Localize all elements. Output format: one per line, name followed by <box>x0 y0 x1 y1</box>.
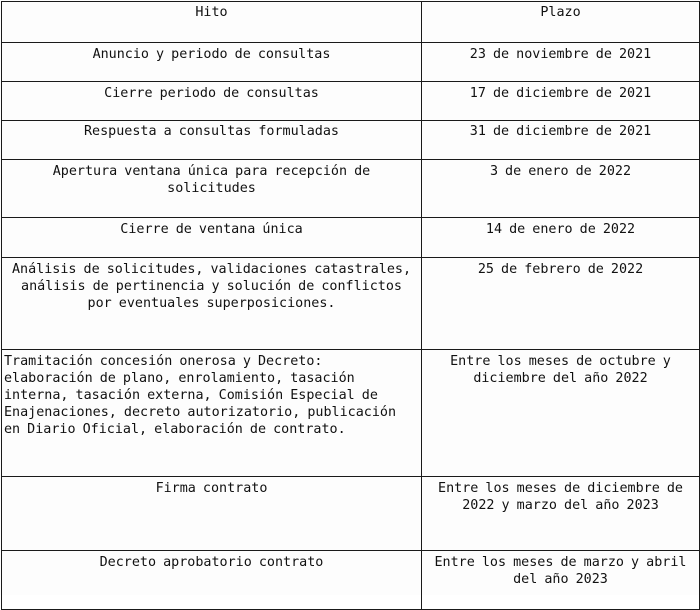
table-row <box>2 551 700 610</box>
table-row <box>2 121 700 160</box>
plazo-cell: Entre los meses de octubre y diciembre del año 2022 <box>422 350 700 477</box>
table-row <box>2 218 700 258</box>
hito-cell: Respuesta a consultas formuladas <box>2 121 422 160</box>
table-row <box>2 82 700 121</box>
plazo-cell: 31 de diciembre de 2021 <box>422 121 700 160</box>
table-row <box>2 258 700 350</box>
plazo-cell: 23 de noviembre de 2021 <box>422 43 700 82</box>
hito-cell: Cierre periodo de consultas <box>2 82 422 121</box>
header-plazo: Plazo <box>422 2 700 43</box>
hito-cell: Decreto aprobatorio contrato <box>2 551 422 610</box>
table-row <box>2 477 700 551</box>
hito-cell: Firma contrato <box>2 477 422 551</box>
hito-cell: Anuncio y periodo de consultas <box>2 43 422 82</box>
hito-cell: Análisis de solicitudes, validaciones catastrales, análisis de pertinencia y solución de conflictos por eventuales superposiciones. <box>2 258 422 350</box>
milestones-table <box>1 1 700 610</box>
table-header-row <box>2 2 700 43</box>
table-row <box>2 160 700 218</box>
hito-cell: Tramitación concesión onerosa y Decreto: elaboración de plano, enrolamiento, tasación interna, tasación externa, Comisión Especial de Enajenaciones, decreto autorizatorio, publicación en Diario Oficial, elaboración de contrato. <box>2 350 422 477</box>
table-row <box>2 43 700 82</box>
plazo-cell: 3 de enero de 2022 <box>422 160 700 218</box>
header-hito: Hito <box>2 2 422 43</box>
plazo-cell: 25 de febrero de 2022 <box>422 258 700 350</box>
plazo-cell: Entre los meses de diciembre de 2022 y marzo del año 2023 <box>422 477 700 551</box>
table-row <box>2 350 700 477</box>
hito-cell: Cierre de ventana única <box>2 218 422 258</box>
plazo-cell: Entre los meses de marzo y abril del año 2023 <box>422 551 700 610</box>
plazo-cell: 14 de enero de 2022 <box>422 218 700 258</box>
hito-cell: Apertura ventana única para recepción de solicitudes <box>2 160 422 218</box>
plazo-cell: 17 de diciembre de 2021 <box>422 82 700 121</box>
